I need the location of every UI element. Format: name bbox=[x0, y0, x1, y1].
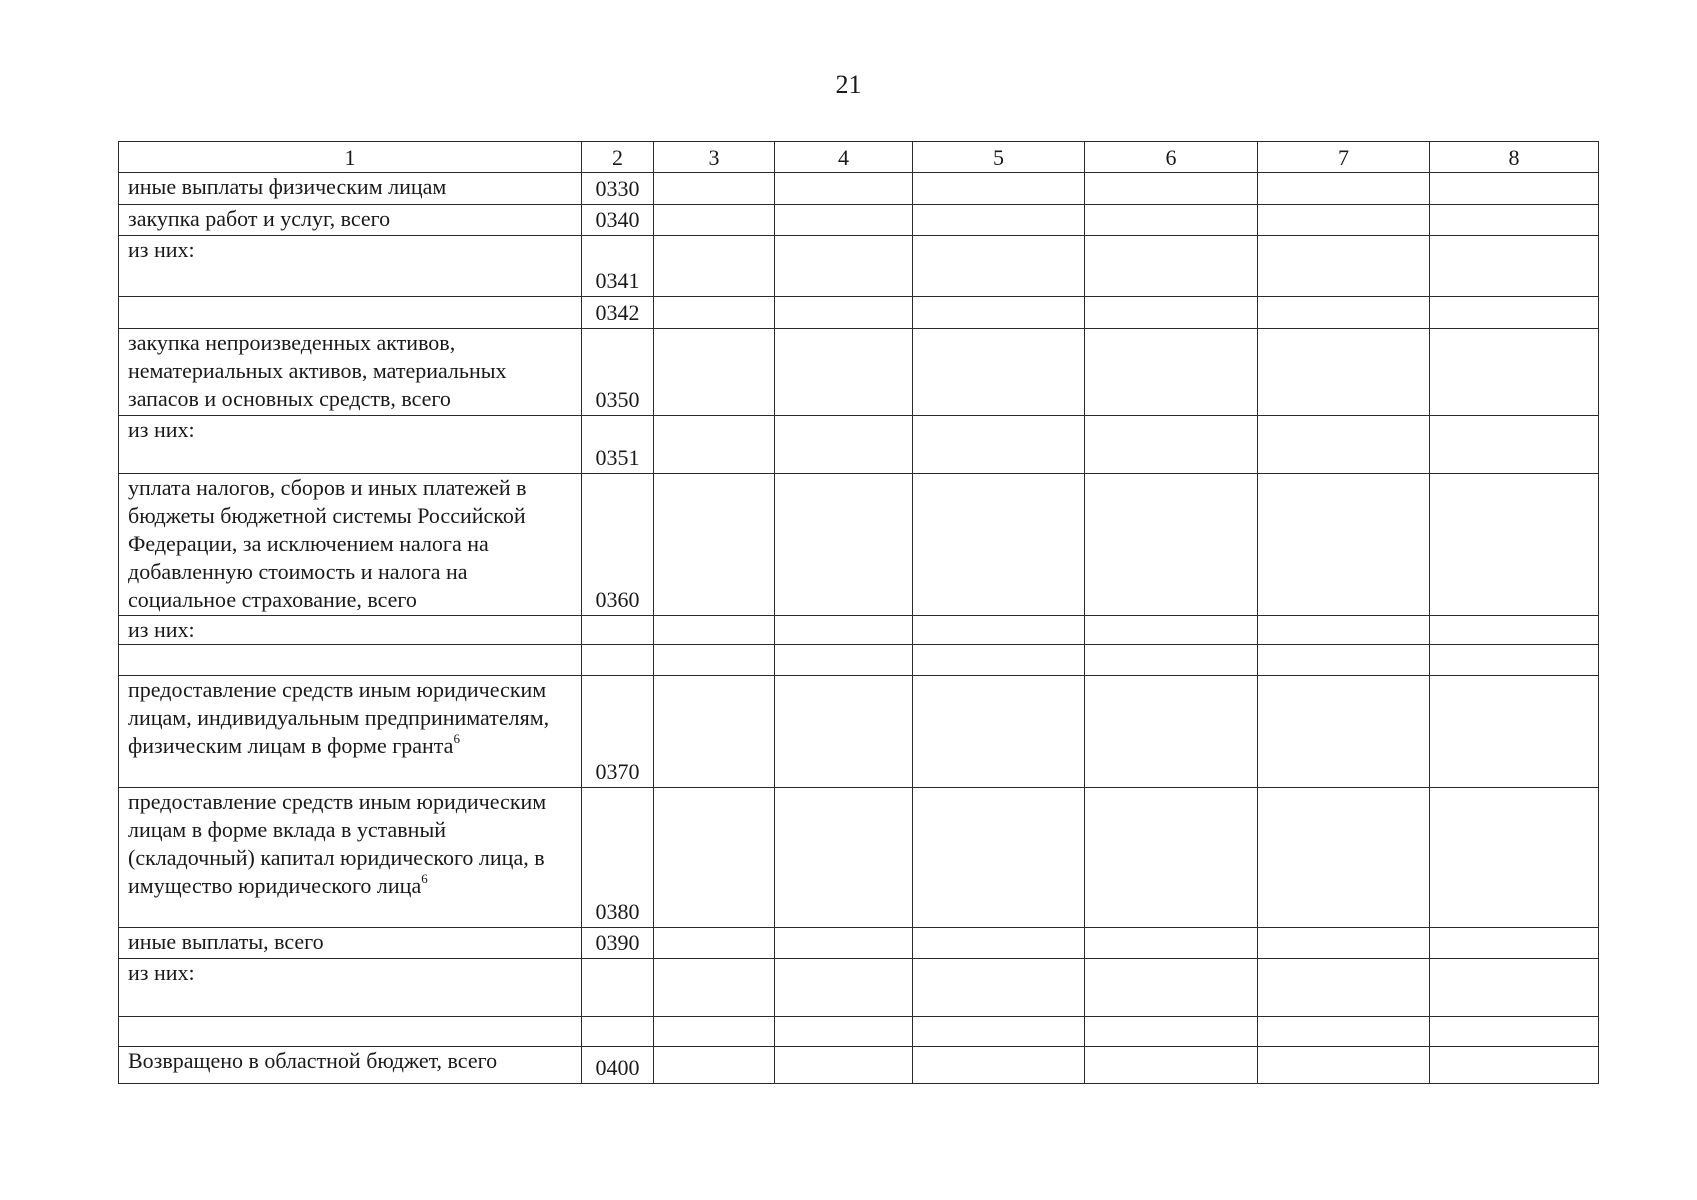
row-indicator-name bbox=[119, 297, 582, 329]
row-name-text: иные выплаты физическим лицам bbox=[128, 174, 447, 199]
value-cell-col-6 bbox=[1085, 329, 1258, 416]
value-cell-col-8 bbox=[1430, 645, 1599, 676]
row-name-text: предоставление средств иным юридическим лицам в форме вклада в уставный (складочный) капитал юридического лица, в имущество юридического лица bbox=[128, 789, 547, 898]
column-number: 4 bbox=[775, 142, 913, 173]
table-row bbox=[119, 236, 1599, 297]
row-name-text: иные выплаты, всего bbox=[128, 929, 324, 954]
column-number: 7 bbox=[1258, 142, 1430, 173]
value-cell-col-4 bbox=[775, 236, 913, 297]
column-number-row bbox=[119, 142, 1599, 173]
column-number: 3 bbox=[654, 142, 775, 173]
value-cell-col-7 bbox=[1258, 1047, 1430, 1084]
value-cell-col-6 bbox=[1085, 416, 1258, 474]
value-cell-col-7 bbox=[1258, 205, 1430, 236]
table-row bbox=[119, 205, 1599, 236]
row-name-text: предоставление средств иным юридическим лицам, индивидуальным предпринимателям, физическим лицам в форме гранта bbox=[128, 677, 550, 758]
value-cell-col-6 bbox=[1085, 928, 1258, 959]
row-code: 0351 bbox=[582, 416, 654, 474]
row-indicator-name bbox=[119, 959, 582, 1017]
value-cell-col-8 bbox=[1430, 474, 1599, 616]
value-cell-col-3 bbox=[654, 173, 775, 205]
row-code: 0340 bbox=[582, 205, 654, 236]
row-name-text: уплата налогов, сборов и иных платежей в бюджеты бюджетной системы Российской Федерации, за исключением налога на добавленную стоимость и налога на социальное страхование, всего bbox=[128, 475, 527, 612]
row-name-text: из них: bbox=[128, 237, 195, 262]
value-cell-col-7 bbox=[1258, 329, 1430, 416]
value-cell-col-8 bbox=[1430, 788, 1599, 928]
value-cell-col-7 bbox=[1258, 297, 1430, 329]
value-cell-col-6 bbox=[1085, 645, 1258, 676]
row-code: 0360 bbox=[582, 474, 654, 616]
value-cell-col-7 bbox=[1258, 959, 1430, 1017]
value-cell-col-3 bbox=[654, 205, 775, 236]
value-cell-col-7 bbox=[1258, 1017, 1430, 1047]
value-cell-col-6 bbox=[1085, 1047, 1258, 1084]
value-cell-col-3 bbox=[654, 676, 775, 788]
value-cell-col-5 bbox=[913, 474, 1085, 616]
column-number: 2 bbox=[582, 142, 654, 173]
value-cell-col-5 bbox=[913, 329, 1085, 416]
value-cell-col-4 bbox=[775, 788, 913, 928]
value-cell-col-4 bbox=[775, 474, 913, 616]
column-number: 5 bbox=[913, 142, 1085, 173]
row-indicator-name bbox=[119, 474, 582, 616]
row-code: 0390 bbox=[582, 928, 654, 959]
value-cell-col-4 bbox=[775, 928, 913, 959]
value-cell-col-4 bbox=[775, 959, 913, 1017]
row-code bbox=[582, 959, 654, 1017]
value-cell-col-3 bbox=[654, 416, 775, 474]
footnote-mark: 6 bbox=[453, 730, 460, 746]
value-cell-col-7 bbox=[1258, 928, 1430, 959]
column-number: 1 bbox=[119, 142, 582, 173]
value-cell-col-6 bbox=[1085, 474, 1258, 616]
value-cell-col-4 bbox=[775, 645, 913, 676]
row-indicator-name bbox=[119, 1017, 582, 1047]
value-cell-col-7 bbox=[1258, 616, 1430, 645]
table-row bbox=[119, 1047, 1599, 1084]
value-cell-col-7 bbox=[1258, 676, 1430, 788]
report-table bbox=[118, 141, 1599, 1084]
value-cell-col-8 bbox=[1430, 205, 1599, 236]
value-cell-col-7 bbox=[1258, 645, 1430, 676]
table-row bbox=[119, 788, 1599, 928]
value-cell-col-8 bbox=[1430, 676, 1599, 788]
row-indicator-name bbox=[119, 205, 582, 236]
value-cell-col-3 bbox=[654, 788, 775, 928]
column-number: 6 bbox=[1085, 142, 1258, 173]
row-indicator-name bbox=[119, 1047, 582, 1084]
value-cell-col-3 bbox=[654, 959, 775, 1017]
value-cell-col-4 bbox=[775, 1047, 913, 1084]
value-cell-col-8 bbox=[1430, 928, 1599, 959]
row-name-text: из них: bbox=[128, 417, 195, 442]
row-code: 0341 bbox=[582, 236, 654, 297]
row-name-text: Возвращено в областной бюджет, всего bbox=[128, 1048, 498, 1073]
value-cell-col-4 bbox=[775, 1017, 913, 1047]
row-indicator-name bbox=[119, 616, 582, 645]
value-cell-col-8 bbox=[1430, 297, 1599, 329]
value-cell-col-4 bbox=[775, 173, 913, 205]
value-cell-col-3 bbox=[654, 474, 775, 616]
value-cell-col-4 bbox=[775, 205, 913, 236]
value-cell-col-4 bbox=[775, 416, 913, 474]
value-cell-col-4 bbox=[775, 329, 913, 416]
value-cell-col-8 bbox=[1430, 173, 1599, 205]
value-cell-col-5 bbox=[913, 1047, 1085, 1084]
value-cell-col-5 bbox=[913, 416, 1085, 474]
value-cell-col-6 bbox=[1085, 205, 1258, 236]
row-code bbox=[582, 1017, 654, 1047]
value-cell-col-7 bbox=[1258, 173, 1430, 205]
value-cell-col-7 bbox=[1258, 474, 1430, 616]
row-code: 0350 bbox=[582, 329, 654, 416]
value-cell-col-8 bbox=[1430, 1047, 1599, 1084]
value-cell-col-5 bbox=[913, 676, 1085, 788]
row-indicator-name bbox=[119, 788, 582, 928]
value-cell-col-4 bbox=[775, 616, 913, 645]
value-cell-col-8 bbox=[1430, 959, 1599, 1017]
value-cell-col-6 bbox=[1085, 236, 1258, 297]
value-cell-col-5 bbox=[913, 645, 1085, 676]
value-cell-col-5 bbox=[913, 616, 1085, 645]
value-cell-col-6 bbox=[1085, 788, 1258, 928]
value-cell-col-3 bbox=[654, 329, 775, 416]
table-row bbox=[119, 959, 1599, 1017]
table-row bbox=[119, 928, 1599, 959]
row-indicator-name bbox=[119, 645, 582, 676]
value-cell-col-3 bbox=[654, 1017, 775, 1047]
value-cell-col-4 bbox=[775, 676, 913, 788]
table-row bbox=[119, 616, 1599, 645]
table-row bbox=[119, 329, 1599, 416]
page-number: 21 bbox=[835, 70, 862, 99]
value-cell-col-3 bbox=[654, 236, 775, 297]
value-cell-col-7 bbox=[1258, 788, 1430, 928]
value-cell-col-8 bbox=[1430, 236, 1599, 297]
row-code bbox=[582, 645, 654, 676]
row-indicator-name bbox=[119, 928, 582, 959]
table-row bbox=[119, 416, 1599, 474]
table-row bbox=[119, 474, 1599, 616]
value-cell-col-5 bbox=[913, 959, 1085, 1017]
value-cell-col-6 bbox=[1085, 959, 1258, 1017]
value-cell-col-8 bbox=[1430, 416, 1599, 474]
value-cell-col-7 bbox=[1258, 236, 1430, 297]
table-row bbox=[119, 1017, 1599, 1047]
value-cell-col-6 bbox=[1085, 173, 1258, 205]
row-code: 0370 bbox=[582, 676, 654, 788]
row-code bbox=[582, 616, 654, 645]
row-name-text: из них: bbox=[128, 960, 195, 985]
row-indicator-name bbox=[119, 329, 582, 416]
value-cell-col-3 bbox=[654, 297, 775, 329]
value-cell-col-5 bbox=[913, 205, 1085, 236]
row-indicator-name bbox=[119, 173, 582, 205]
table-row bbox=[119, 297, 1599, 329]
value-cell-col-3 bbox=[654, 1047, 775, 1084]
row-code: 0330 bbox=[582, 173, 654, 205]
column-number: 8 bbox=[1430, 142, 1599, 173]
table-row bbox=[119, 645, 1599, 676]
value-cell-col-3 bbox=[654, 645, 775, 676]
value-cell-col-5 bbox=[913, 928, 1085, 959]
value-cell-col-4 bbox=[775, 297, 913, 329]
value-cell-col-5 bbox=[913, 297, 1085, 329]
row-name-text: из них: bbox=[128, 617, 195, 642]
row-code: 0380 bbox=[582, 788, 654, 928]
row-code: 0342 bbox=[582, 297, 654, 329]
value-cell-col-6 bbox=[1085, 676, 1258, 788]
row-name-text: закупка непроизведенных активов, нематериальных активов, материальных запасов и основных средств, всего bbox=[128, 330, 507, 411]
value-cell-col-5 bbox=[913, 1017, 1085, 1047]
value-cell-col-6 bbox=[1085, 297, 1258, 329]
table-row bbox=[119, 173, 1599, 205]
value-cell-col-3 bbox=[654, 928, 775, 959]
row-name-text: закупка работ и услуг, всего bbox=[128, 206, 391, 231]
value-cell-col-5 bbox=[913, 236, 1085, 297]
value-cell-col-8 bbox=[1430, 329, 1599, 416]
table-row bbox=[119, 676, 1599, 788]
value-cell-col-5 bbox=[913, 788, 1085, 928]
row-indicator-name bbox=[119, 676, 582, 788]
row-indicator-name bbox=[119, 416, 582, 474]
value-cell-col-7 bbox=[1258, 416, 1430, 474]
value-cell-col-6 bbox=[1085, 1017, 1258, 1047]
value-cell-col-5 bbox=[913, 173, 1085, 205]
value-cell-col-8 bbox=[1430, 616, 1599, 645]
row-indicator-name bbox=[119, 236, 582, 297]
value-cell-col-3 bbox=[654, 616, 775, 645]
value-cell-col-6 bbox=[1085, 616, 1258, 645]
footnote-mark: 6 bbox=[421, 870, 428, 886]
row-code: 0400 bbox=[582, 1047, 654, 1084]
value-cell-col-8 bbox=[1430, 1017, 1599, 1047]
